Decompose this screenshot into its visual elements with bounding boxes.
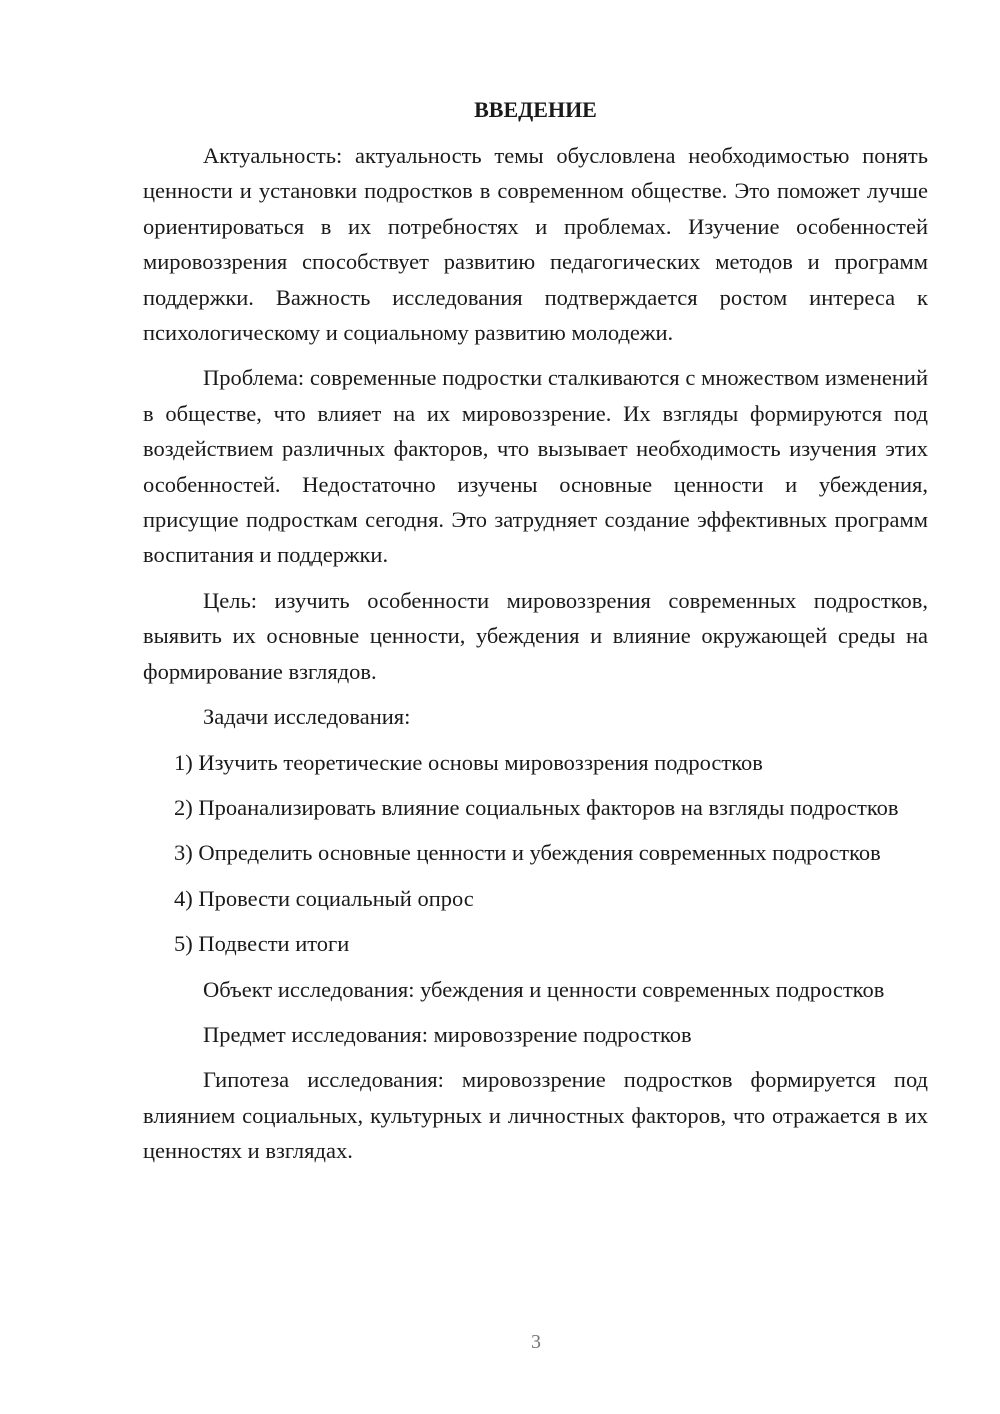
problem-paragraph: Проблема: современные подростки сталкиваются с множеством изменений в обществе, что влияет на их мировоззрение. Их взгляды формируются под воздействием различных факторов, что вызывает необходимость изучения этих особенностей. Недостаточно изучены основные ценности и убеждения, присущие подросткам сегодня. Это затрудняет создание эффективных программ воспитания и поддержки.	[143, 365, 928, 568]
object-paragraph: Объект исследования: убеждения и ценности современных подростков	[203, 976, 885, 1002]
list-item: 2) Проанализировать влияние социальных факторов на взгляды подростков	[174, 794, 899, 820]
tasks-list	[143, 745, 928, 962]
list-item: 3) Определить основные ценности и убеждения современных подростков	[174, 840, 881, 866]
page-number: 3	[531, 1331, 541, 1353]
page-title: ВВЕДЕНИЕ	[474, 97, 597, 122]
tasks-heading: Задачи исследования:	[203, 704, 411, 730]
list-item: 1) Изучить теоретические основы мировоззрения подростков	[174, 749, 763, 775]
list-item: 5) Подвести итоги	[174, 931, 350, 957]
relevance-paragraph: Актуальность: актуальность темы обусловлена необходимостью понять ценности и установки подростков в современном обществе. Это поможет лучше ориентироваться в их потребностях и проблемах. Изучение особенностей мировоззрения способствует развитию педагогических методов и программ поддержки. Важность исследования подтверждается ростом интереса к психологическому и социальному развитию молодежи.	[143, 143, 928, 346]
goal-paragraph: Цель: изучить особенности мировоззрения современных подростков, выявить их основные ценности, убеждения и влияние окружающей среды на формирование взглядов.	[143, 587, 928, 684]
hypothesis-paragraph: Гипотеза исследования: мировоззрение подростков формируется под влиянием социальных, культурных и личностных факторов, что отражается в их ценностях и взглядах.	[143, 1067, 928, 1164]
document-page	[143, 92, 928, 1179]
subject-paragraph: Предмет исследования: мировоззрение подростков	[203, 1021, 692, 1047]
list-item: 4) Провести социальный опрос	[174, 885, 474, 911]
